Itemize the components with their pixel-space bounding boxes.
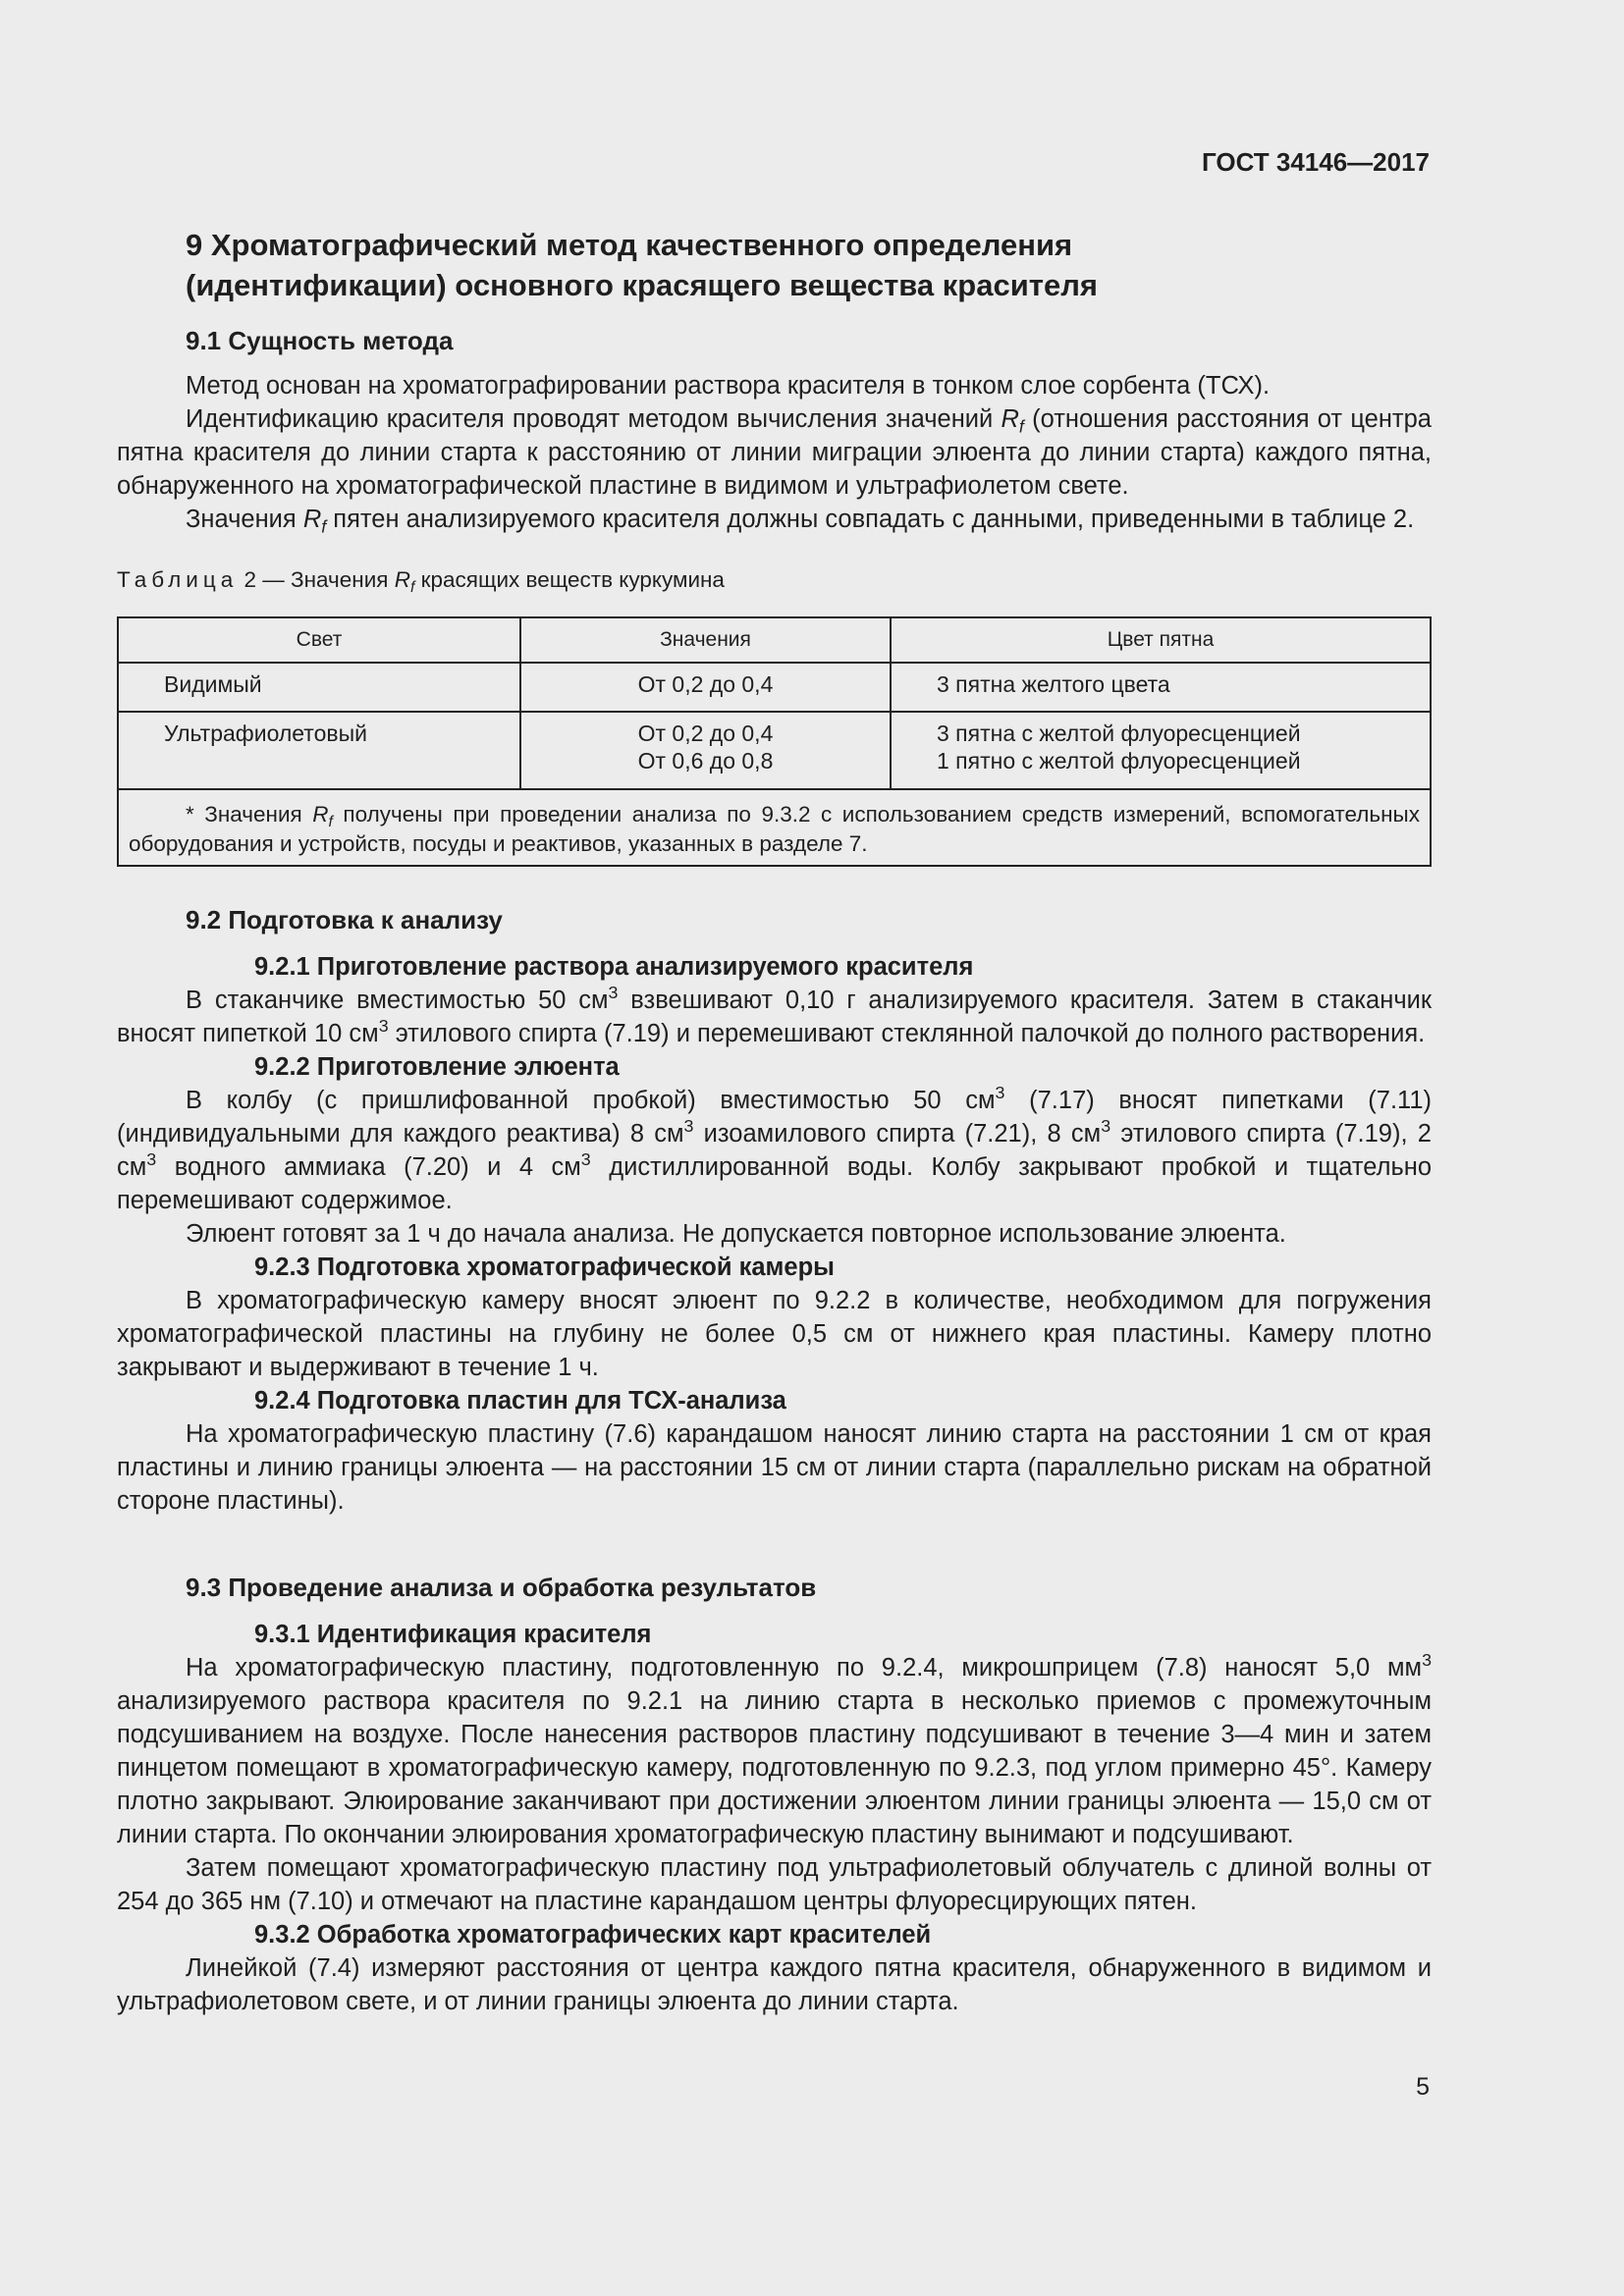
table-cell: Ультрафиолетовый <box>118 712 520 789</box>
section-9-title-line2: (идентификации) основного красящего вещества красителя <box>186 268 1098 302</box>
table-cell: 3 пятна желтого цвета <box>891 663 1431 712</box>
paragraph: Значения $R_f$ пятен анализируемого красителя должны совпадать с данными, приведенными в таблице 2. <box>186 506 1415 537</box>
section-9-3 <box>117 1571 1432 2018</box>
paragraph: В хроматографическую камеру вносят элюент по 9.2.2 в количестве, необходимом для погружения хроматографической пластины на глубину не более 0,5 см от нижнего края пластины. Камеру плотно закрывают и выдерживают в течение 1 ч. <box>117 1287 1432 1381</box>
table-cell: От 0,2 до 0,4 От 0,6 до 0,8 <box>520 712 891 789</box>
section-9-3-1-title: 9.3.1 Идентификация красителя <box>254 1621 652 1648</box>
section-9-3-title: 9.3 Проведение анализа и обработка результатов <box>186 1573 817 1602</box>
rf-symbol: $R_f$ <box>1001 405 1024 437</box>
paragraph: Метод основан на хроматографировании раствора красителя в тонком слое сорбента (ТСХ). <box>186 372 1271 400</box>
header-cell: Свет <box>118 617 520 663</box>
table-cell: 3 пятна с желтой флуоресценцией 1 пятно с желтой флуоресценцией <box>891 712 1431 789</box>
section-9-2-1-title: 9.2.1 Приготовление раствора анализируемого красителя <box>254 953 974 981</box>
section-9-2 <box>117 903 1432 1518</box>
table-row <box>118 663 1431 712</box>
section-9-3-2-title: 9.3.2 Обработка хроматографических карт красителей <box>254 1921 932 1949</box>
standard-number: ГОСТ 34146—2017 <box>1202 147 1430 177</box>
section-9-title <box>186 225 1433 305</box>
table-cell: Видимый <box>118 663 520 712</box>
paragraph: В колбу (с пришлифованной пробкой) вместимостью 50 $см^3$ (7.17) вносят пипетками (7.11) (индивидуальными для каждого реактива) 8 $см^3$ изоамилового спирта (7.21), 8 $см^3$ этилового спирта (7.19), 2 $см^3$ водного аммиака (7.20) и 4 $см^3$ дистиллированной воды. Колбу закрывают пробкой и тщательно перемешивают содержимое. <box>117 1083 1433 1214</box>
rf-symbol: $R_f$ <box>302 506 327 537</box>
header-cell: Значения <box>520 617 891 663</box>
section-9-2-4-title: 9.2.4 Подготовка пластин для ТСХ-анализа <box>254 1387 786 1415</box>
paragraph: В стаканчике вместимостью 50 $см^3$ взвешивают 0,10 г анализируемого красителя. Затем в стаканчик вносят пипеткой 10 $см^3$ этилового спирта (7.19) и перемешивают стеклянной палочкой до полного растворения. <box>117 983 1433 1047</box>
section-9-2-3-title: 9.2.3 Подготовка хроматографической камеры <box>254 1254 835 1281</box>
table-header-row <box>118 617 1431 663</box>
table-2-caption: Таблица 2 — Значения $R_f$ красящих веществ куркумина <box>117 567 725 597</box>
table-note: * Значения $R_f$ получены при проведении анализа по 9.3.2 с использованием средств измерений, вспомогательных оборудования и устройств, посуды и реактивов, указанных в разделе 7. <box>118 789 1431 866</box>
table-note-row <box>118 789 1431 866</box>
paragraph: На хроматографическую пластину (7.6) карандашом наносят линию старта на расстоянии 1 см от края пластины и линию границы элюента — на расстоянии 15 см от линии старта (параллельно рискам на обратной стороне пластины). <box>117 1420 1432 1515</box>
table-2 <box>117 616 1432 867</box>
section-9-title-line1: 9 Хроматографический метод качественного определения <box>186 228 1073 262</box>
section-9-2-title: 9.2 Подготовка к анализу <box>186 905 503 934</box>
paragraph: Линейкой (7.4) измеряют расстояния от центра каждого пятна красителя, обнаруженного в видимом и ультрафиолетовом свете, и от линии границы элюента до линии старта. <box>117 1954 1432 2015</box>
table-row <box>118 712 1431 789</box>
table-cell: От 0,2 до 0,4 <box>520 663 891 712</box>
page-number: 5 <box>1416 2073 1430 2101</box>
paragraph: Идентификацию красителя проводят методом вычисления значений $R_f$ (отношения расстояния от центра пятна красителя до линии старта к расстоянию от линии миграции элюента до линии старта) каждого пятна, обнаруженного на хроматографической пластине в видимом и ультрафиолетом свете. <box>117 405 1432 500</box>
section-9-1-title: 9.1 Сущность метода <box>186 326 454 355</box>
paragraph: На хроматографическую пластину, подготовленную по 9.2.4, микрошприцем (7.8) наносят 5,0 $мм^3$ анализируемого раствора красителя по 9.2.1 на линию старта в несколько приемов с промежуточным подсушиванием на воздухе. После нанесения растворов пластину подсушивают в течение 3—4 мин и затем пинцетом помещают в хроматографическую камеру, подготовленную по 9.2.3, под углом примерно 45°. Камеру плотно закрывают. Элюирование заканчивают при достижении элюентом линии границы элюента — 15,0 см от линии старта. По окончании элюирования хроматографическую пластину вынимают и подсушивают. <box>117 1650 1432 1848</box>
section-9-2-2-title: 9.2.2 Приготовление элюента <box>254 1053 620 1081</box>
paragraph: Затем помещают хроматографическую пластину под ультрафиолетовый облучатель с длиной волны от 254 до 365 нм (7.10) и отмечают на пластине карандашом центры флуоресцирующих пятен. <box>117 1854 1432 1915</box>
section-9-1 <box>117 324 1432 536</box>
header-cell: Цвет пятна <box>891 617 1431 663</box>
paragraph: Элюент готовят за 1 ч до начала анализа. Не допускается повторное использование элюента. <box>186 1220 1286 1248</box>
